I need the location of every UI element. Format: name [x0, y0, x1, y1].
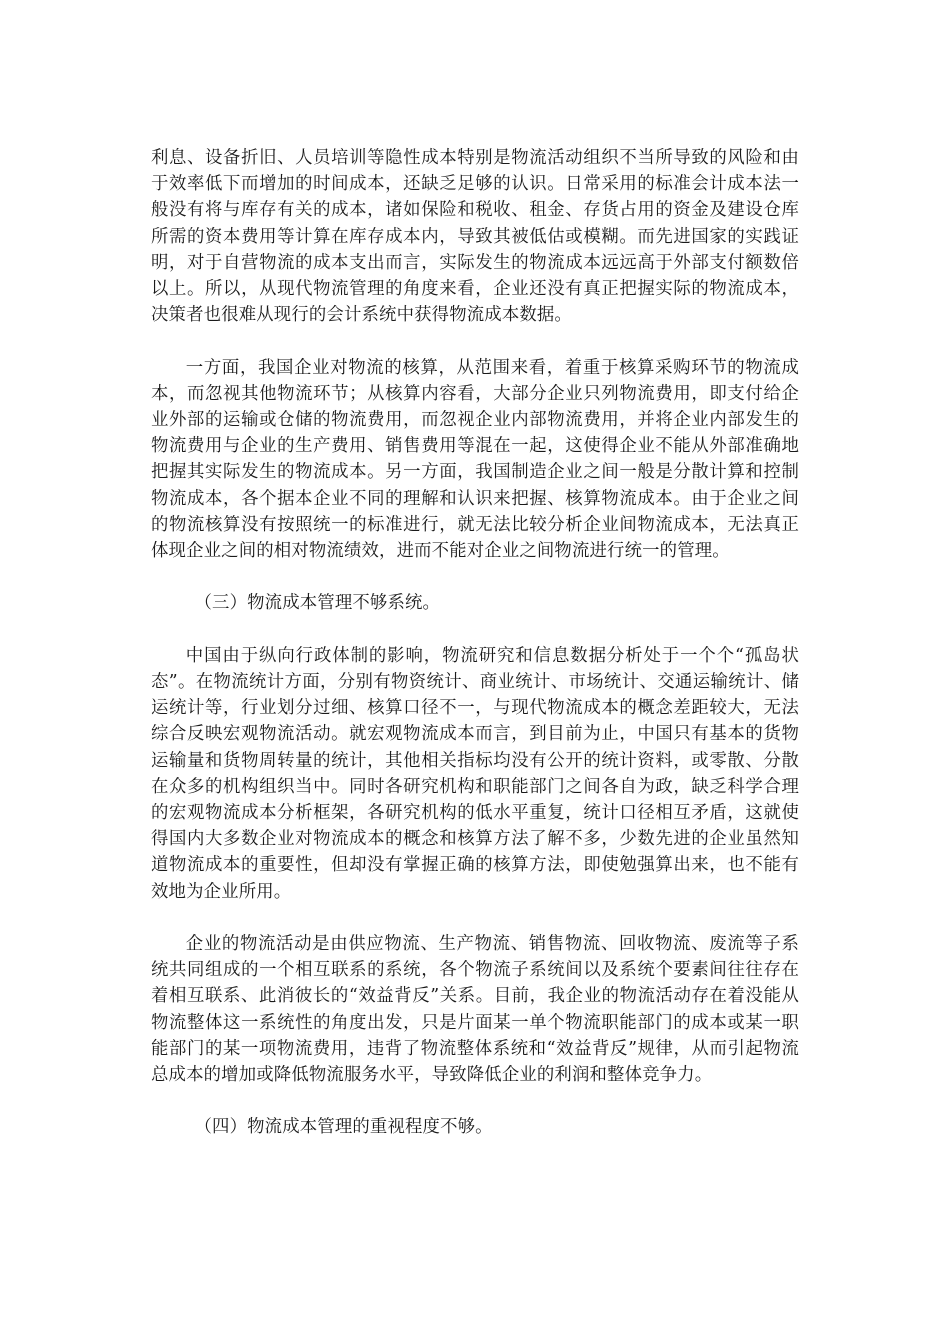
section-heading-3: （三）物流成本管理不够系统。	[194, 593, 441, 614]
paragraph-accounting-scope: 一方面，我国企业对物流的核算，从范围来看，着重于核算采购环节的物流成本，而忽视其他物流环节；从核算内容看，大部分企业只列物流费用，即支付给企业外部的运输或仓储的物流费用，而忽视企业内部物流费用，并将企业内部发生的物流费用与企业的生产费用、销售费用等混在一起，这使得企业不能从外部准确地把握其实际发生的物流成本。另一方面，我国制造企业之间一般是分散计算和控制物流成本，各个据本企业不同的理解和认识来把握、核算物流成本。由于企业之间的物流核算没有按照统一的标准进行，就无法比较分析企业间物流成本，无法真正体现企业之间的相对物流绩效，进而不能对企业之间物流进行统一的管理。	[151, 357, 799, 562]
paragraph-statistics: 中国由于纵向行政体制的影响，物流研究和信息数据分析处于一个个“孤岛状态”。在物流统计方面，分别有物资统计、商业统计、市场统计、交通运输统计、储运统计等，行业划分过细、核算口径不一，与现代物流成本的概念差距较大，无法综合反映宏观物流活动。就宏观物流成本而言，到目前为止，中国只有基本的货物运输量和货物周转量的统计，其他相关指标均没有公开的统计资料，或零散、分散在众多的机构组织当中。同时各研究机构和职能部门之间各自为政，缺乏科学合理的宏观物流成本分析框架，各研究机构的低水平重复，统计口径相互矛盾，这就使得国内大多数企业对物流成本的概念和核算方法了解不多，少数先进的企业虽然知道物流成本的重要性，但却没有掌握正确的核算方法，即使勉强算出来，也不能有效地为企业所用。	[151, 645, 799, 902]
section-heading-4: （四）物流成本管理的重视程度不够。	[194, 1117, 493, 1138]
document-body	[151, 145, 799, 1167]
paragraph-hidden-costs: 利息、设备折旧、人员培训等隐性成本特别是物流活动组织不当所导致的风险和由于效率低下而增加的时间成本，还缺乏足够的认识。日常采用的标准会计成本法一般没有将与库存有关的成本，诸如保险和税收、租金、存货占用的资金及建设仓库所需的资本费用等计算在库存成本内，导致其被低估或模糊。而先进国家的实践证明，对于自营物流的成本支出而言，实际发生的物流成本远远高于外部支付额数倍以上。所以，从现代物流管理的角度来看，企业还没有真正把握实际的物流成本，决策者也很难从现行的会计系统中获得物流成本数据。	[151, 148, 799, 326]
paragraph-system-activities: 企业的物流活动是由供应物流、生产物流、销售物流、回收物流、废流等子系统共同组成的一个相互联系的系统，各个物流子系统间以及系统个要素间往往存在着相互联系、此消彼长的“效益背反”关系。目前，我企业的物流活动存在着没能从物流整体这一系统性的角度出发，只是片面某一单个物流职能部门的成本或某一职能部门的某一项物流费用，违背了物流整体系统和“效益背反”规律，从而引起物流总成本的增加或降低物流服务水平，导致降低企业的利润和整体竞争力。	[151, 934, 799, 1086]
